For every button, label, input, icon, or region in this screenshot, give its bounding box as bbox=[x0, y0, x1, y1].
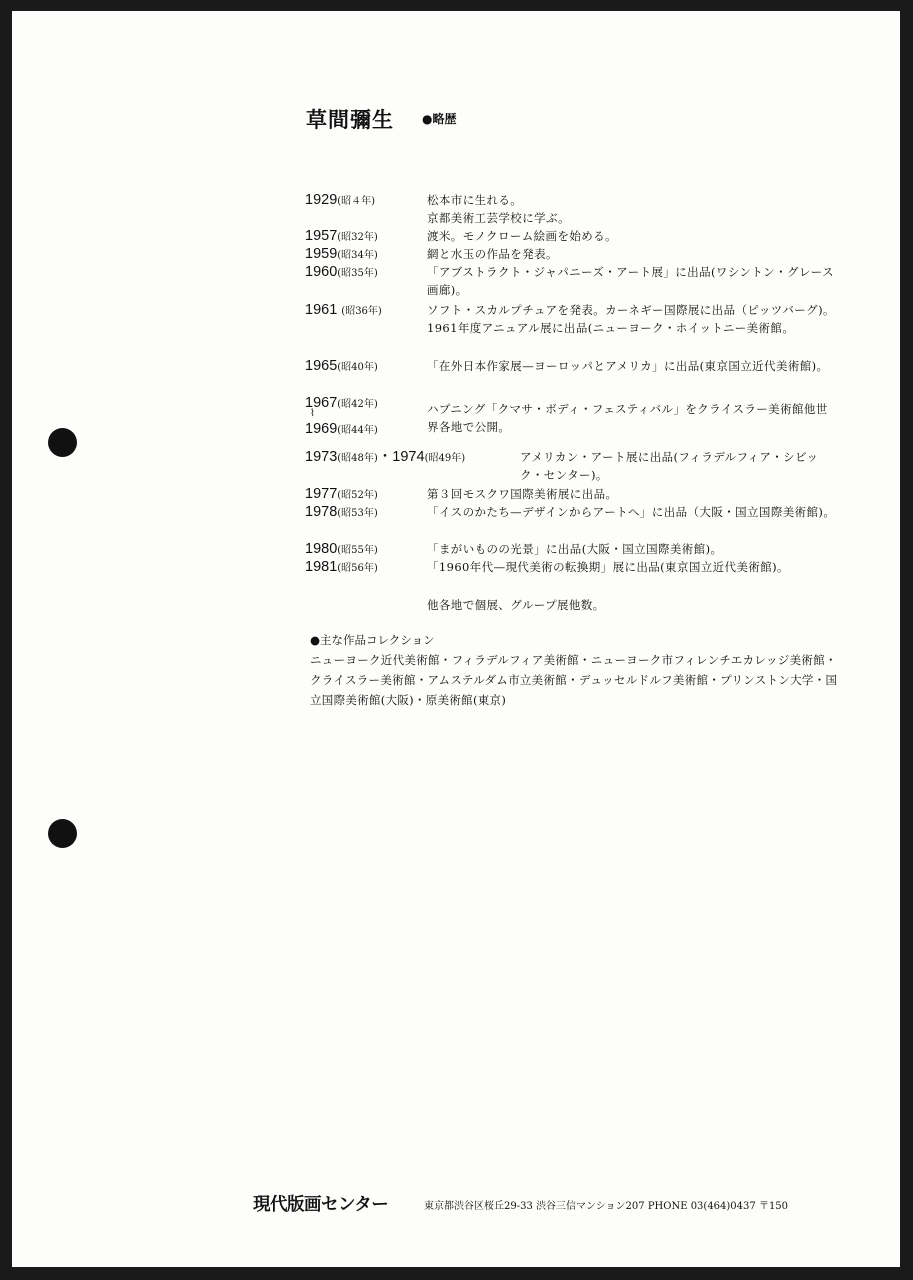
year-label: 1980(昭55年) bbox=[305, 541, 378, 557]
other-exhibitions: 他各地で個展、グループ展他数。 bbox=[427, 598, 605, 612]
publisher-address: 東京都渋谷区桜丘29-33 渋谷三信マンション207 PHONE 03(464)0437 〒150 bbox=[424, 1201, 789, 1212]
section-title: ●略歴 bbox=[422, 112, 457, 126]
year-label: 1959(昭34年) bbox=[305, 246, 378, 262]
document-page bbox=[12, 11, 900, 1267]
event-text: 網と水玉の作品を発表。 bbox=[427, 247, 558, 261]
year-label: 1960(昭35年) bbox=[305, 264, 378, 280]
event-text: 「在外日本作家展—ヨーロッパとアメリカ」に出品(東京国立近代美術館)。 bbox=[427, 359, 829, 373]
event-text: 渡米。モノクローム絵画を始める。 bbox=[427, 229, 617, 243]
event-text: 「イスのかたち—デザインからアートへ」に出品（大阪・国立国際美術館)。 bbox=[427, 505, 836, 519]
artist-name: 草間彌生 bbox=[306, 108, 394, 132]
year-label: 1967(昭42年) bbox=[305, 395, 378, 411]
event-text: 松本市に生れる。 京都美術工芸学校に学ぶ。 bbox=[427, 193, 571, 225]
range-mark: ⌇ bbox=[310, 408, 315, 419]
year-label: 1977(昭52年) bbox=[305, 486, 378, 502]
year-label: 1973(昭48年)・1974(昭49年) bbox=[305, 449, 466, 465]
punch-hole bbox=[48, 819, 77, 848]
publisher-logo: 現代版画センター bbox=[253, 1195, 389, 1215]
year-label-end: 1969(昭44年) bbox=[305, 421, 378, 437]
collection-heading: ●主な作品コレクション bbox=[310, 633, 435, 647]
event-text: 第３回モスクワ国際美術展に出品。 bbox=[427, 487, 618, 501]
chronology-row bbox=[305, 394, 845, 442]
event-text: ソフト・スカルプチュアを発表。カーネギー国際展に出品（ピッツバーグ)。1961年度アニュアル展に出品(ニューヨーク・ホイットニー美術館。 bbox=[427, 303, 835, 335]
year-label: 1957(昭32年) bbox=[305, 228, 378, 244]
year-label: 1929(昭４年) bbox=[305, 192, 376, 208]
year-label: 1961 (昭36年) bbox=[305, 302, 382, 318]
event-text: 「まがいものの光景」に出品(大阪・国立国際美術館)。 bbox=[427, 542, 723, 556]
year-label: 1965(昭40年) bbox=[305, 358, 378, 374]
punch-hole bbox=[48, 428, 77, 457]
event-text: 「アブストラクト・ジャパニーズ・アート展」に出品(ワシントン・グレース画廊)。 bbox=[427, 265, 835, 297]
event-text: 「1960年代—現代美術の転換期」展に出品(東京国立近代美術館)。 bbox=[427, 560, 789, 574]
year-label: 1981(昭56年) bbox=[305, 559, 378, 575]
event-text: ハプニング「クマサ・ボディ・フェスティバル」をクライスラー美術館他世界各地で公開。 bbox=[427, 402, 828, 434]
collection-list: ニューヨーク近代美術館・フィラデルフィア美術館・ニューヨーク市フィレンチエカレッジ美術館・クライスラー美術館・アムステルダム市立美術館・デュッセルドルフ美術館・プリンストン大学・国立国際美術館(大阪)・原美術館(東京) bbox=[310, 653, 838, 707]
year-label: 1978(昭53年) bbox=[305, 504, 378, 520]
event-text: アメリカン・アート展に出品(フィラデルフィア・シビック・センター)。 bbox=[520, 450, 819, 482]
